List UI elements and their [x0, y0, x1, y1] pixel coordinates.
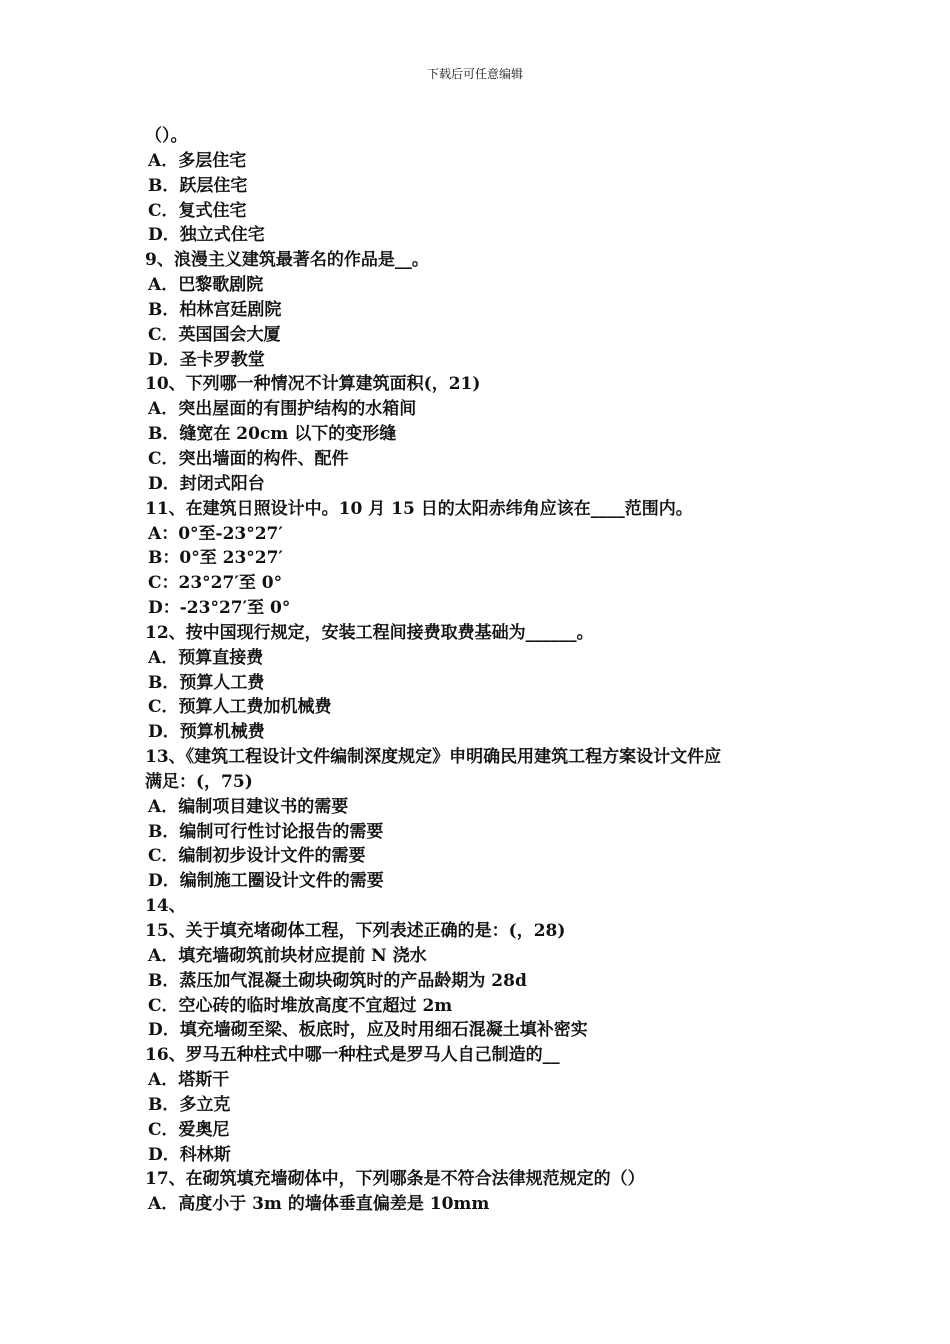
answer-option: B．蒸压加气混凝土砌块砌筑时的产品龄期为 28d — [148, 970, 527, 991]
answer-option: D．圣卡罗教堂 — [148, 349, 265, 370]
answer-option: A．预算直接费 — [148, 647, 264, 668]
question-text: 满足：(，75) — [145, 771, 253, 792]
page-header: 下载后可任意编辑 — [426, 67, 523, 81]
answer-option: C．空心砖的临时堆放高度不宜超过 2m — [148, 995, 453, 1016]
question-text: 12、按中国现行规定，安装工程间接费取费基础为______。 — [145, 622, 594, 643]
question-text: 9、浪漫主义建筑最著名的作品是__。 — [145, 250, 429, 271]
answer-option: B：0°至 23°27′ — [148, 548, 283, 569]
answer-option: D．封闭式阳台 — [148, 473, 265, 494]
question-text: 16、罗马五种柱式中哪一种柱式是罗马人自己制造的__ — [145, 1045, 560, 1066]
question-text: 14、 — [145, 896, 186, 917]
answer-option: A．巴黎歌剧院 — [148, 275, 264, 296]
answer-option: D．预算机械费 — [148, 722, 265, 743]
answer-option: C．突出墙面的构件、配件 — [148, 448, 349, 469]
answer-option: B．编制可行性讨论报告的需要 — [148, 821, 384, 842]
answer-option: B．预算人工费 — [148, 672, 265, 693]
answer-option: C．英国国会大厦 — [148, 324, 281, 345]
answer-option: C．复式住宅 — [148, 200, 247, 221]
answer-option: B．跃层住宅 — [148, 175, 248, 196]
question-text: 13、《建筑工程设计文件编制深度规定》申明确民用建筑工程方案设计文件应 — [145, 747, 722, 768]
answer-option: D．科林斯 — [148, 1144, 231, 1165]
answer-option: D．编制施工圈设计文件的需要 — [148, 871, 384, 892]
answer-option: A．高度小于 3m 的墙体垂直偏差是 10mm — [148, 1194, 490, 1215]
question-text: 11、在建筑日照设计中。10 月 15 日的太阳赤纬角应该在____范围内。 — [145, 498, 693, 519]
answer-option: D．独立式住宅 — [148, 225, 265, 246]
answer-option: C．编制初步设计文件的需要 — [148, 846, 366, 867]
answer-option: A．编制项目建议书的需要 — [148, 796, 349, 817]
answer-option: A．突出屋面的有围护结构的水箱间 — [148, 399, 417, 420]
answer-option: A．填充墙砌筑前块材应提前 N 浇水 — [148, 945, 427, 966]
answer-option: B．多立克 — [148, 1094, 231, 1115]
answer-option: A．多层住宅 — [148, 150, 247, 171]
question-text: 17、在砌筑填充墙砌体中，下列哪条是不符合法律规范规定的（） — [145, 1169, 645, 1190]
answer-option: C．预算人工费加机械费 — [148, 697, 332, 718]
answer-option: A：0°至-23°27′ — [148, 523, 283, 544]
answer-option: B．缝宽在 20cm 以下的变形缝 — [148, 424, 397, 445]
answer-option: D：-23°27′至 0° — [148, 598, 291, 619]
document-body — [145, 124, 825, 1217]
question-text: （）。 — [145, 126, 188, 146]
answer-option: B．柏林宫廷剧院 — [148, 299, 282, 320]
answer-option: C．爱奥尼 — [148, 1119, 230, 1140]
answer-option: C：23°27′至 0° — [148, 573, 283, 594]
answer-option: D．填充墙砌至梁、板底时，应及时用细石混凝土填补密实 — [148, 1020, 588, 1041]
answer-option: A．塔斯干 — [148, 1070, 230, 1091]
question-text: 10、下列哪一种情况不计算建筑面积(，21) — [145, 374, 481, 395]
question-text: 15、关于填充堵砌体工程，下列表述正确的是：(，28) — [145, 921, 566, 941]
